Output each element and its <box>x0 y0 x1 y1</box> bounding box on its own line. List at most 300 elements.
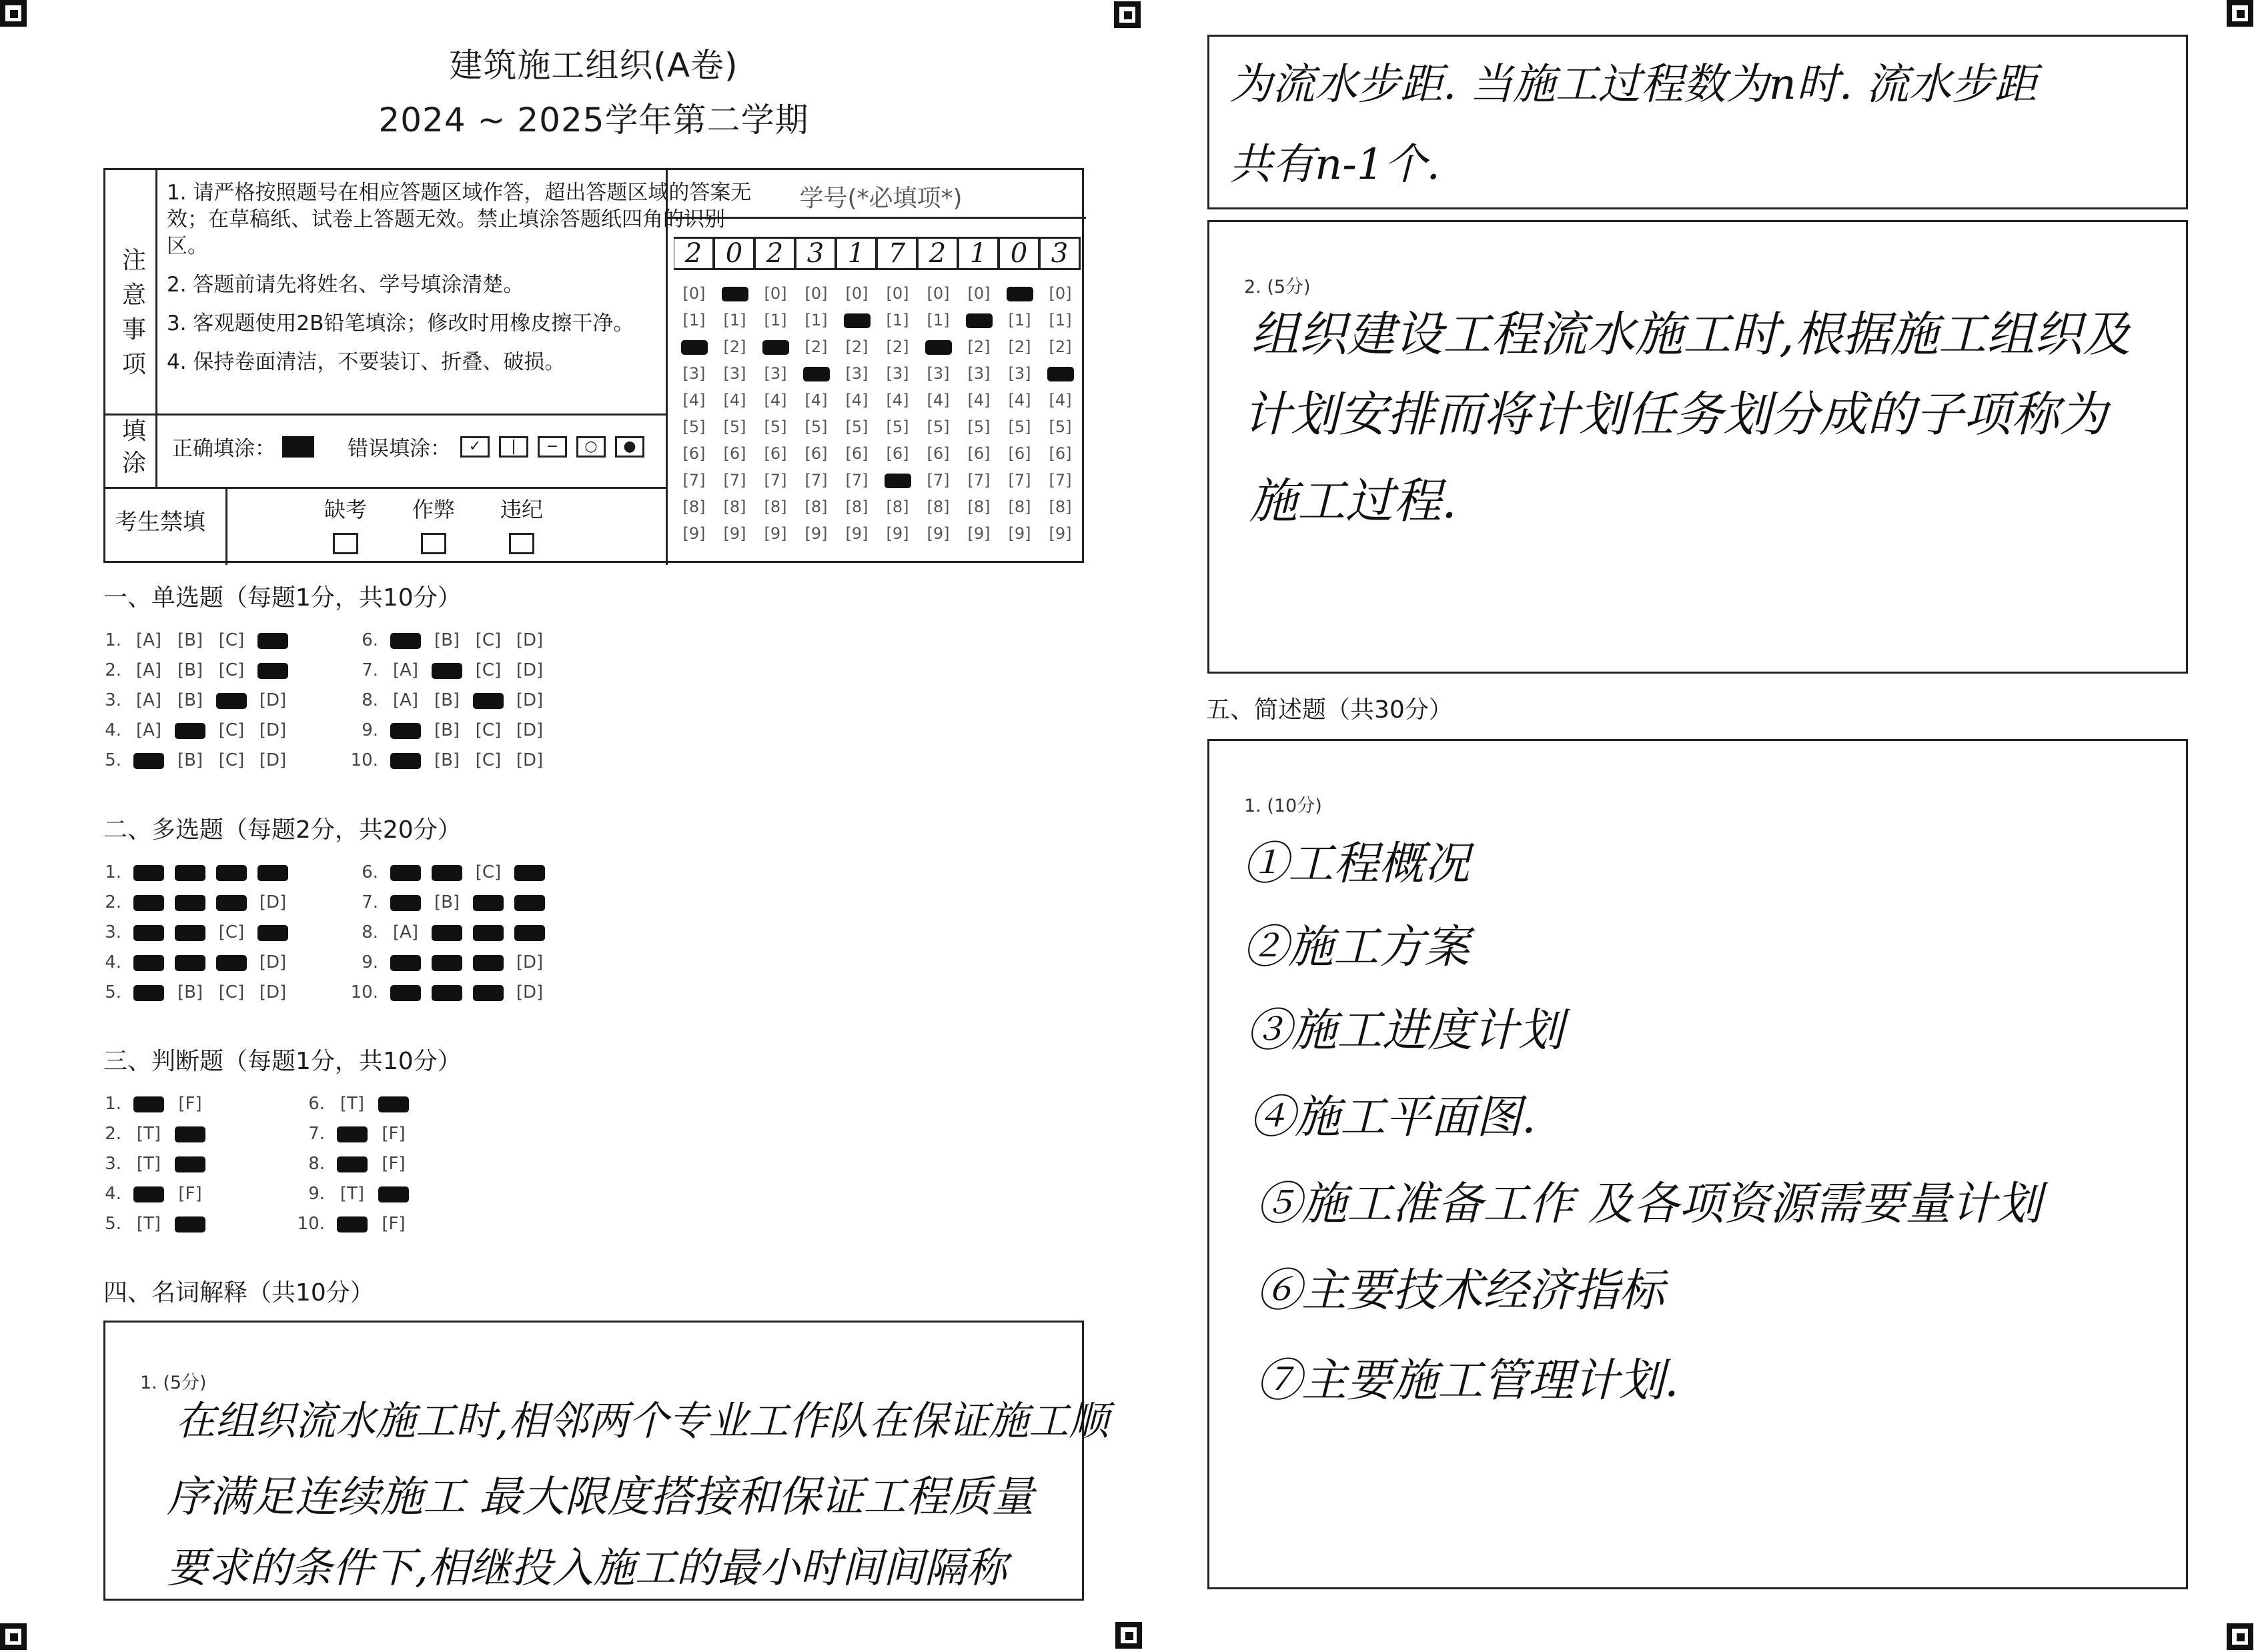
question-number: 6. <box>362 630 378 650</box>
student-id-bubble[interactable]: [2] <box>804 337 828 356</box>
answer-bubble[interactable]: [B] <box>434 750 460 770</box>
handwriting-line: ③施工进度计划 <box>1246 1004 1564 1057</box>
answer-bubble-filled[interactable] <box>385 982 426 1002</box>
student-id-bubble[interactable]: [8] <box>764 498 787 516</box>
student-id-bubble[interactable]: [1] <box>682 311 706 329</box>
student-id-bubble[interactable]: [1] <box>886 311 909 329</box>
student-id-bubble[interactable]: [8] <box>804 498 828 516</box>
corner-marker <box>1114 1 1141 28</box>
answer-bubble[interactable]: [D] <box>259 720 287 740</box>
answer-bubble[interactable]: [B] <box>434 720 460 740</box>
answer-bubble-filled[interactable] <box>509 862 550 882</box>
handwriting-line: 序满足连续施工 最大限度搭接和保证工程质量 <box>167 1473 1035 1522</box>
answer-bubble[interactable]: [C] <box>475 660 502 680</box>
student-id-bubble[interactable]: [9] <box>845 524 869 543</box>
student-id-digit[interactable]: 0 <box>999 237 1040 270</box>
student-id-bubble[interactable]: [9] <box>723 524 746 543</box>
answer-bubble-filled[interactable] <box>211 952 252 972</box>
question-number: 5. <box>105 1214 121 1234</box>
student-id-bubble[interactable]: [7] <box>845 471 869 490</box>
student-id-bubble[interactable]: [0] <box>967 284 991 303</box>
question-number: 10. <box>297 1214 325 1234</box>
question-row <box>87 859 294 886</box>
question-row <box>87 1180 211 1207</box>
note-item: 3. 客观题使用2B铅笔填涂；修改时用橡皮擦干净。 <box>167 311 634 335</box>
answer-bubble[interactable]: [D] <box>516 952 544 972</box>
answer-bubble[interactable]: [C] <box>218 750 245 770</box>
student-id-bubble[interactable]: [3] <box>723 364 746 383</box>
student-id-bubble[interactable]: [7] <box>927 471 950 490</box>
question-row <box>344 747 550 774</box>
student-id-bubble[interactable]: [8] <box>1049 498 1072 516</box>
corner-marker <box>0 1623 27 1650</box>
handwriting-line: ⑦主要施工管理计划. <box>1256 1355 1679 1407</box>
note-item: 4. 保持卷面清洁，不要装订、折叠、破损。 <box>167 350 566 374</box>
correct-fill-sample <box>282 436 314 458</box>
forbid-cheat-label: 作弊 <box>412 497 455 522</box>
answer-bubble[interactable]: [A] <box>135 630 162 650</box>
answer-bubble-filled[interactable] <box>128 1094 169 1114</box>
student-id-bubble[interactable]: [4] <box>1049 391 1072 409</box>
question-number: 10. <box>350 982 378 1002</box>
answer-bubble[interactable]: [D] <box>259 952 287 972</box>
student-id-bubble[interactable]: [4] <box>1008 391 1031 409</box>
student-id-bubble-filled[interactable] <box>1040 360 1081 387</box>
answer-bubble[interactable]: [B] <box>177 660 203 680</box>
answer-bubble[interactable]: [A] <box>392 922 419 942</box>
answer-bubble[interactable]: [D] <box>516 660 544 680</box>
student-id-bubble[interactable]: [3] <box>845 364 869 383</box>
answer-bubble-filled[interactable] <box>169 952 211 972</box>
section5-title: 五、简述题（共30分） <box>1206 696 1453 724</box>
answer-bubble-filled[interactable] <box>509 892 550 912</box>
student-id-bubble[interactable]: [0] <box>886 284 909 303</box>
answer-bubble[interactable]: [D] <box>259 750 287 770</box>
note-item: 1. 请严格按照题号在相应答题区域作答，超出答题区域的答案无效；在草稿纸、试卷上答题无效。禁止填涂答题纸四角的识别区。 <box>167 181 752 258</box>
answer-box-s5q1[interactable] <box>1207 739 2188 1589</box>
answer-bubble-filled[interactable] <box>509 922 550 942</box>
student-id-bubble[interactable]: [7] <box>723 471 746 490</box>
question-row <box>290 1180 414 1207</box>
answer-bubble-filled[interactable] <box>252 922 294 942</box>
wrong-fill-sample: − <box>538 436 567 458</box>
student-id-digit[interactable]: 7 <box>877 237 918 270</box>
answer-bubble[interactable]: [B] <box>177 630 203 650</box>
answer-bubble[interactable]: [B] <box>177 750 203 770</box>
question-row <box>344 657 550 684</box>
answer-bubble-filled[interactable] <box>468 952 509 972</box>
student-id-bubble[interactable]: [9] <box>927 524 950 543</box>
answer-bubble-filled[interactable] <box>169 720 211 740</box>
answer-bubble[interactable]: [C] <box>475 630 502 650</box>
forbid-absent-checkbox[interactable] <box>333 533 358 554</box>
answer-bubble[interactable]: [C] <box>218 630 245 650</box>
student-id-bubble[interactable]: [9] <box>682 524 706 543</box>
question-number: 7. <box>362 660 378 680</box>
student-id-bubble[interactable]: [9] <box>1049 524 1072 543</box>
answer-bubble-filled[interactable] <box>385 750 426 770</box>
student-id-digits <box>674 237 1081 270</box>
student-id-bubble[interactable]: [6] <box>845 444 869 463</box>
answer-bubble-filled[interactable] <box>211 690 252 710</box>
answer-bubble[interactable]: [D] <box>516 750 544 770</box>
forbid-violation-checkbox[interactable] <box>509 533 534 554</box>
student-id-bubble-filled[interactable] <box>999 280 1040 307</box>
answer-bubble-filled[interactable] <box>211 892 252 912</box>
student-id-bubble[interactable]: [5] <box>682 418 706 436</box>
student-id-bubble[interactable]: [0] <box>1049 284 1072 303</box>
answer-bubble[interactable]: [T] <box>136 1154 161 1174</box>
question-number: 5. <box>105 750 121 770</box>
student-id-bubbles <box>674 280 1081 547</box>
student-id-bubble[interactable]: [6] <box>886 444 909 463</box>
student-id-bubble[interactable]: [4] <box>804 391 828 409</box>
student-id-bubble[interactable]: [0] <box>845 284 869 303</box>
student-id-bubble[interactable]: [4] <box>927 391 950 409</box>
answer-bubble-filled[interactable] <box>385 720 426 740</box>
answer-bubble[interactable]: [A] <box>135 720 162 740</box>
answer-bubble[interactable]: [B] <box>177 690 203 710</box>
student-id-bubble[interactable]: [8] <box>723 498 746 516</box>
answer-bubble-filled[interactable] <box>468 892 509 912</box>
header-panel <box>103 168 1084 563</box>
student-id-digit[interactable]: 2 <box>918 237 959 270</box>
question-number: 3. <box>105 690 121 710</box>
answer-bubble-filled[interactable] <box>128 922 169 942</box>
student-id-bubble[interactable]: [6] <box>764 444 787 463</box>
answer-bubble[interactable]: [T] <box>340 1094 365 1114</box>
question-row <box>87 687 294 714</box>
answer-bubble-filled[interactable] <box>128 1184 169 1204</box>
student-id-bubble[interactable]: [3] <box>682 364 706 383</box>
question-number: 8. <box>308 1154 325 1174</box>
question-row <box>290 1120 414 1147</box>
answer-bubble-filled[interactable] <box>426 982 468 1002</box>
student-id-bubble[interactable]: [2] <box>845 337 869 356</box>
forbid-violation <box>485 493 558 554</box>
answer-bubble[interactable]: [B] <box>177 982 203 1002</box>
question-row <box>344 627 550 654</box>
student-id-digit[interactable]: 2 <box>674 237 714 270</box>
question-number: 9. <box>308 1184 325 1204</box>
answer-bubble-filled[interactable] <box>468 690 509 710</box>
student-id-bubble[interactable]: [5] <box>1049 418 1072 436</box>
student-id-bubble-filled[interactable] <box>674 333 714 360</box>
answer-bubble[interactable]: [A] <box>135 660 162 680</box>
question-row <box>87 1150 211 1177</box>
answer-bubble[interactable]: [C] <box>218 720 245 740</box>
answer-bubble[interactable]: [C] <box>218 660 245 680</box>
question-row <box>87 889 294 916</box>
student-id-digit[interactable]: 2 <box>755 237 796 270</box>
answer-bubble[interactable]: [C] <box>475 862 502 882</box>
forbid-cheat-checkbox[interactable] <box>421 533 446 554</box>
answer-bubble[interactable]: [A] <box>135 690 162 710</box>
student-id-bubble[interactable]: [2] <box>1008 337 1031 356</box>
student-id-bubble[interactable]: [6] <box>1008 444 1031 463</box>
answer-bubble[interactable]: [F] <box>178 1184 202 1204</box>
question-number: 8. <box>362 922 378 942</box>
student-id-bubble[interactable]: [3] <box>927 364 950 383</box>
answer-bubble[interactable]: [A] <box>392 690 419 710</box>
student-id-bubble[interactable]: [9] <box>967 524 991 543</box>
question-row <box>290 1150 414 1177</box>
question-row <box>87 949 294 976</box>
answer-bubble[interactable]: [C] <box>475 720 502 740</box>
student-id-bubble[interactable]: [1] <box>1008 311 1031 329</box>
question-row <box>87 1120 211 1147</box>
answer-bubble[interactable]: [D] <box>259 892 287 912</box>
student-id-bubble[interactable]: [1] <box>723 311 746 329</box>
student-id-bubble[interactable]: [8] <box>927 498 950 516</box>
question-row <box>290 1210 414 1237</box>
handwriting-line: ④施工平面图. <box>1249 1091 1536 1144</box>
answer-bubble-filled[interactable] <box>252 862 294 882</box>
student-id-digit[interactable]: 0 <box>714 237 755 270</box>
question-row <box>87 717 294 744</box>
answer-bubble-filled[interactable] <box>332 1124 373 1144</box>
student-id-bubble[interactable]: [7] <box>1008 471 1031 490</box>
answer-bubble-filled[interactable] <box>385 630 426 650</box>
answer-bubble[interactable]: [D] <box>516 982 544 1002</box>
answer-bubble-filled[interactable] <box>468 982 509 1002</box>
answer-bubble[interactable]: [B] <box>434 892 460 912</box>
question-row <box>87 747 294 774</box>
question-row <box>87 919 294 946</box>
student-id-bubble[interactable]: [3] <box>967 364 991 383</box>
student-id-bubble[interactable]: [6] <box>1049 444 1072 463</box>
question-row <box>344 919 550 946</box>
question-row <box>290 1090 414 1117</box>
handwriting-line: 组织建设工程流水施工时,根据施工组织及 <box>1251 306 2131 362</box>
student-id-bubble[interactable]: [4] <box>845 391 869 409</box>
notes-list <box>167 179 760 387</box>
answer-bubble[interactable]: [F] <box>382 1124 406 1144</box>
fill-label: 填涂 <box>121 418 146 477</box>
student-id-bubble[interactable]: [2] <box>886 337 909 356</box>
answer-bubble-filled[interactable] <box>211 862 252 882</box>
student-id-bubble[interactable]: [6] <box>967 444 991 463</box>
answer-bubble[interactable]: [F] <box>382 1154 406 1174</box>
student-id-bubble[interactable]: [1] <box>764 311 787 329</box>
student-id-bubble-filled[interactable] <box>959 307 999 333</box>
question-number: 10. <box>350 750 378 770</box>
answer-bubble-filled[interactable] <box>468 922 509 942</box>
student-id-bubble[interactable]: [0] <box>804 284 828 303</box>
student-id-bubble[interactable]: [7] <box>764 471 787 490</box>
student-id-bubble[interactable]: [2] <box>967 337 991 356</box>
question-number: 4. <box>105 720 121 740</box>
handwriting-line: ⑤施工准备工作 及各项资源需要量计划 <box>1256 1178 2042 1230</box>
answer-box-s4q2[interactable] <box>1207 220 2188 674</box>
student-id-bubble[interactable]: [7] <box>1049 471 1072 490</box>
student-id-bubble[interactable]: [9] <box>1008 524 1031 543</box>
handwriting-line: ①工程概况 <box>1243 838 1470 890</box>
answer-bubble-filled[interactable] <box>128 952 169 972</box>
student-id-bubble[interactable]: [4] <box>723 391 746 409</box>
handwriting-line: 在组织流水施工时,相邻两个专业工作队在保证施工顺 <box>175 1398 1109 1445</box>
answer-bubble[interactable]: [D] <box>259 982 287 1002</box>
student-id-bubble[interactable]: [8] <box>967 498 991 516</box>
question-number: 9. <box>362 720 378 740</box>
student-id-bubble[interactable]: [4] <box>886 391 909 409</box>
section3-title: 三、判断题（每题1分，共10分） <box>103 1048 462 1075</box>
question-number: 1. <box>105 630 121 650</box>
student-id-bubble-filled[interactable] <box>755 333 796 360</box>
student-id-bubble[interactable]: [7] <box>804 471 828 490</box>
student-id-bubble[interactable]: [1] <box>1049 311 1072 329</box>
student-id-bubble-filled[interactable] <box>836 307 877 333</box>
student-id-bubble-filled[interactable] <box>796 360 836 387</box>
answer-bubble-filled[interactable] <box>128 892 169 912</box>
answer-box-s4q1-continued[interactable] <box>1207 35 2188 209</box>
answer-bubble-filled[interactable] <box>373 1094 414 1114</box>
student-id-bubble[interactable]: [1] <box>804 311 828 329</box>
student-id-bubble[interactable]: [5] <box>804 418 828 436</box>
answer-bubble[interactable]: [T] <box>136 1214 161 1234</box>
question-row <box>87 627 294 654</box>
corner-marker <box>0 0 27 27</box>
answer-bubble[interactable]: [B] <box>434 690 460 710</box>
answer-bubble-filled[interactable] <box>252 660 294 680</box>
answer-bubble-filled[interactable] <box>385 952 426 972</box>
student-id-bubble[interactable]: [8] <box>845 498 869 516</box>
student-id-bubble[interactable]: [6] <box>682 444 706 463</box>
question-row <box>344 889 550 916</box>
student-id-bubble[interactable]: [5] <box>927 418 950 436</box>
answer-bubble-filled[interactable] <box>128 862 169 882</box>
question-number: 5. <box>105 982 121 1002</box>
student-id-bubble[interactable]: [1] <box>927 311 950 329</box>
fill-guide <box>172 432 644 462</box>
student-id-digit[interactable]: 3 <box>1040 237 1081 270</box>
note-item: 2. 答题前请先将姓名、学号填涂清楚。 <box>167 273 524 297</box>
student-id-bubble[interactable]: [9] <box>886 524 909 543</box>
answer-bubble[interactable]: [D] <box>516 720 544 740</box>
answer-bubble-filled[interactable] <box>373 1184 414 1204</box>
student-id-bubble[interactable]: [3] <box>1008 364 1031 383</box>
answer-bubble-filled[interactable] <box>385 862 426 882</box>
student-id-bubble[interactable]: [4] <box>682 391 706 409</box>
student-id-bubble[interactable]: [3] <box>764 364 787 383</box>
question-number: 3. <box>105 922 121 942</box>
question-row <box>344 949 550 976</box>
student-id-bubble[interactable]: [0] <box>682 284 706 303</box>
answer-bubble-filled[interactable] <box>332 1154 373 1174</box>
answer-bubble-filled[interactable] <box>169 862 211 882</box>
student-id-bubble[interactable]: [6] <box>804 444 828 463</box>
answer-bubble-filled[interactable] <box>128 750 169 770</box>
student-id-bubble[interactable]: [4] <box>764 391 787 409</box>
answer-bubble-filled[interactable] <box>426 660 468 680</box>
forbid-label: 考生禁填 <box>115 509 205 536</box>
student-id-digit[interactable]: 1 <box>959 237 999 270</box>
answer-bubble[interactable]: [T] <box>340 1184 365 1204</box>
section1-title: 一、单选题（每题1分，共10分） <box>103 584 462 612</box>
answer-bubble[interactable]: [C] <box>218 922 245 942</box>
answer-bubble[interactable]: [B] <box>434 630 460 650</box>
student-id-bubble[interactable]: [0] <box>764 284 787 303</box>
student-id-bubble[interactable]: [2] <box>723 337 746 356</box>
answer-bubble-filled[interactable] <box>385 892 426 912</box>
student-id-bubble[interactable]: [2] <box>1049 337 1072 356</box>
section4-title: 四、名词解释（共10分） <box>103 1279 374 1307</box>
student-id-bubble[interactable]: [7] <box>967 471 991 490</box>
student-id-bubble[interactable]: [5] <box>967 418 991 436</box>
student-id-bubble[interactable]: [8] <box>1008 498 1031 516</box>
answer-box-s4q1[interactable] <box>103 1321 1109 1601</box>
question-number: 2. <box>105 892 121 912</box>
student-id-bubble[interactable]: [4] <box>967 391 991 409</box>
student-id-bubble[interactable]: [9] <box>804 524 828 543</box>
student-id-bubble-filled[interactable] <box>877 467 918 494</box>
answer-bubble[interactable]: [D] <box>259 690 287 710</box>
answer-bubble[interactable]: [F] <box>178 1094 202 1114</box>
corner-marker <box>2227 1623 2253 1650</box>
question-number: 8. <box>362 690 378 710</box>
student-id-bubble[interactable]: [9] <box>764 524 787 543</box>
student-id-bubble[interactable]: [8] <box>682 498 706 516</box>
handwriting-line: 计划安排而将计划任务划分成的子项称为 <box>1243 386 2108 442</box>
answer-bubble[interactable]: [A] <box>392 660 419 680</box>
student-id-bubble[interactable]: [5] <box>764 418 787 436</box>
answer-bubble-filled[interactable] <box>426 952 468 972</box>
student-id-digit[interactable]: 3 <box>796 237 836 270</box>
student-id-bubble-filled[interactable] <box>714 280 755 307</box>
question-number: 7. <box>362 892 378 912</box>
answer-bubble-filled[interactable] <box>169 1214 211 1234</box>
student-id-bubble[interactable]: [8] <box>886 498 909 516</box>
answer-bubble[interactable]: [C] <box>218 982 245 1002</box>
question-number: 3. <box>105 1154 121 1174</box>
answer-bubble[interactable]: [T] <box>136 1124 161 1144</box>
student-id-bubble[interactable]: [0] <box>927 284 950 303</box>
answer-bubble-filled[interactable] <box>128 982 169 1002</box>
student-id-bubble[interactable]: [6] <box>723 444 746 463</box>
answer-bubble[interactable]: [C] <box>475 750 502 770</box>
answer-bubble-filled[interactable] <box>252 630 294 650</box>
question-number: 6. <box>308 1094 325 1114</box>
answer-bubble[interactable]: [F] <box>382 1214 406 1234</box>
question-row <box>87 979 294 1006</box>
student-id-bubble[interactable]: [3] <box>886 364 909 383</box>
answer-bubble[interactable]: [D] <box>516 630 544 650</box>
handwriting-line: 共有n-1个. <box>1229 140 1440 189</box>
question-number: 1. <box>105 862 121 882</box>
student-id-bubble[interactable]: [5] <box>845 418 869 436</box>
student-id-bubble-filled[interactable] <box>918 333 959 360</box>
answer-bubble-filled[interactable] <box>169 1154 211 1174</box>
answer-bubble-filled[interactable] <box>169 892 211 912</box>
student-id-bubble[interactable]: [5] <box>886 418 909 436</box>
corner-marker <box>2227 0 2253 27</box>
student-id-digit[interactable]: 1 <box>836 237 877 270</box>
question-label: 1. (10分) <box>1244 796 1322 816</box>
question-label: 2. (5分) <box>1244 277 1311 297</box>
answer-bubble-filled[interactable] <box>332 1214 373 1234</box>
student-id-bubble[interactable]: [5] <box>723 418 746 436</box>
answer-bubble[interactable]: [D] <box>516 690 544 710</box>
answer-bubble-filled[interactable] <box>169 1124 211 1144</box>
answer-bubble-filled[interactable] <box>169 922 211 942</box>
answer-bubble-filled[interactable] <box>426 922 468 942</box>
question-number: 2. <box>105 660 121 680</box>
student-id-bubble[interactable]: [7] <box>682 471 706 490</box>
student-id-bubble[interactable]: [6] <box>927 444 950 463</box>
student-id-bubble[interactable]: [5] <box>1008 418 1031 436</box>
answer-bubble-filled[interactable] <box>426 862 468 882</box>
student-id-title: 学号(*必填项*) <box>799 185 963 212</box>
